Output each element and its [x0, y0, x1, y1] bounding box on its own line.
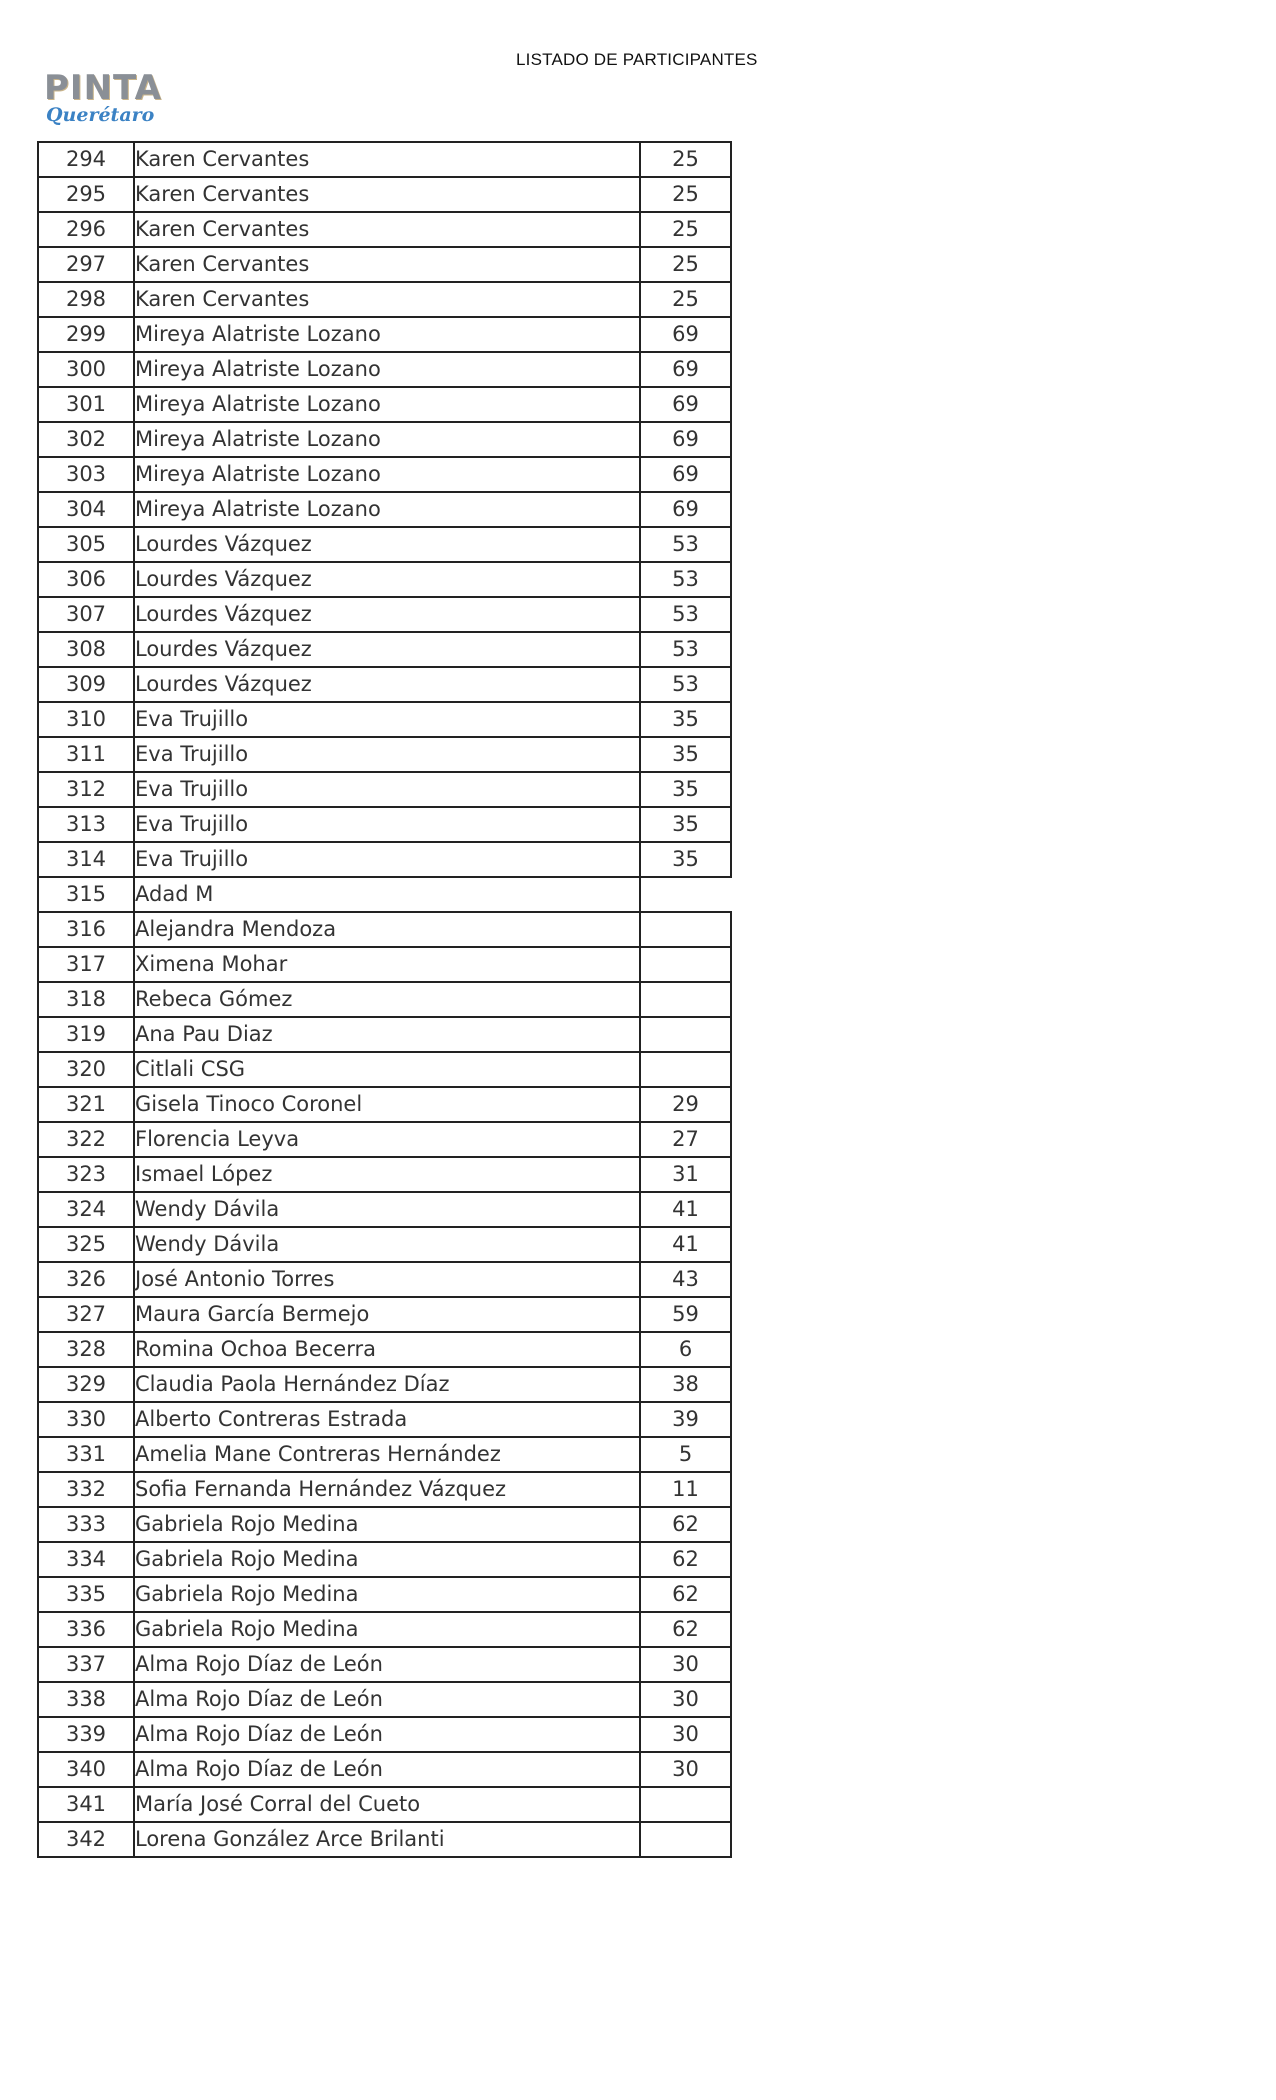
- table-row: [38, 1612, 731, 1647]
- participant-name: Gabriela Rojo Medina: [134, 1577, 640, 1612]
- participant-value: 53: [640, 667, 731, 702]
- row-number: 337: [38, 1647, 134, 1682]
- table-row: [38, 317, 731, 352]
- row-number: 334: [38, 1542, 134, 1577]
- row-number: 294: [38, 142, 134, 177]
- participant-value: [640, 877, 731, 912]
- row-number: 308: [38, 632, 134, 667]
- participant-name: Karen Cervantes: [134, 247, 640, 282]
- table-row: [38, 1332, 731, 1367]
- participant-value: 30: [640, 1682, 731, 1717]
- participant-name: Ximena Mohar: [134, 947, 640, 982]
- table-row: [38, 667, 731, 702]
- table-row: [38, 597, 731, 632]
- table-row: [38, 807, 731, 842]
- participant-value: 25: [640, 177, 731, 212]
- table-row: [38, 212, 731, 247]
- participant-name: Eva Trujillo: [134, 702, 640, 737]
- participant-name: Amelia Mane Contreras Hernández: [134, 1437, 640, 1472]
- row-number: 310: [38, 702, 134, 737]
- row-number: 307: [38, 597, 134, 632]
- participant-value: [640, 947, 731, 982]
- participant-value: 53: [640, 527, 731, 562]
- table-row: [38, 632, 731, 667]
- table-row: [38, 1367, 731, 1402]
- row-number: 332: [38, 1472, 134, 1507]
- row-number: 304: [38, 492, 134, 527]
- participant-name: Sofia Fernanda Hernández Vázquez: [134, 1472, 640, 1507]
- participant-name: Ismael López: [134, 1157, 640, 1192]
- row-number: 299: [38, 317, 134, 352]
- participant-value: [640, 982, 731, 1017]
- participant-value: 69: [640, 352, 731, 387]
- table-row: [38, 492, 731, 527]
- table-row: [38, 1262, 731, 1297]
- participant-value: [640, 1052, 731, 1087]
- table-row: [38, 1542, 731, 1577]
- participant-value: 25: [640, 282, 731, 317]
- table-row: [38, 1087, 731, 1122]
- row-number: 320: [38, 1052, 134, 1087]
- participant-value: 30: [640, 1647, 731, 1682]
- row-number: 319: [38, 1017, 134, 1052]
- participant-value: 39: [640, 1402, 731, 1437]
- participants-table: [37, 141, 732, 1858]
- participant-name: Gisela Tinoco Coronel: [134, 1087, 640, 1122]
- table-row: [38, 177, 731, 212]
- participant-name: Lourdes Vázquez: [134, 562, 640, 597]
- participant-name: Citlali CSG: [134, 1052, 640, 1087]
- row-number: 328: [38, 1332, 134, 1367]
- participant-name: José Antonio Torres: [134, 1262, 640, 1297]
- row-number: 324: [38, 1192, 134, 1227]
- participant-name: Maura García Bermejo: [134, 1297, 640, 1332]
- row-number: 318: [38, 982, 134, 1017]
- participant-name: Gabriela Rojo Medina: [134, 1612, 640, 1647]
- participant-name: Alma Rojo Díaz de León: [134, 1647, 640, 1682]
- row-number: 302: [38, 422, 134, 457]
- participant-name: Florencia Leyva: [134, 1122, 640, 1157]
- participant-name: Karen Cervantes: [134, 282, 640, 317]
- table-row: [38, 947, 731, 982]
- participant-value: 25: [640, 212, 731, 247]
- participant-value: 35: [640, 842, 731, 877]
- participant-value: [640, 1822, 731, 1857]
- participant-name: Eva Trujillo: [134, 807, 640, 842]
- row-number: 306: [38, 562, 134, 597]
- participant-name: Lourdes Vázquez: [134, 527, 640, 562]
- table-row: [38, 737, 731, 772]
- participant-name: Alma Rojo Díaz de León: [134, 1717, 640, 1752]
- table-row: [38, 1157, 731, 1192]
- participant-value: 38: [640, 1367, 731, 1402]
- row-number: 311: [38, 737, 134, 772]
- table-row: [38, 1682, 731, 1717]
- participant-value: [640, 1017, 731, 1052]
- participant-value: 53: [640, 562, 731, 597]
- participant-value: 35: [640, 737, 731, 772]
- participant-name: Eva Trujillo: [134, 737, 640, 772]
- row-number: 333: [38, 1507, 134, 1542]
- row-number: 303: [38, 457, 134, 492]
- table-row: [38, 1297, 731, 1332]
- row-number: 301: [38, 387, 134, 422]
- participant-value: 11: [640, 1472, 731, 1507]
- table-row: [38, 702, 731, 737]
- participant-value: 29: [640, 1087, 731, 1122]
- row-number: 341: [38, 1787, 134, 1822]
- participant-name: Mireya Alatriste Lozano: [134, 422, 640, 457]
- table-row: [38, 912, 731, 947]
- participant-value: 5: [640, 1437, 731, 1472]
- participant-name: Gabriela Rojo Medina: [134, 1507, 640, 1542]
- row-number: 296: [38, 212, 134, 247]
- row-number: 315: [38, 877, 134, 912]
- table-row: [38, 142, 731, 177]
- row-number: 312: [38, 772, 134, 807]
- table-row: [38, 1052, 731, 1087]
- participant-name: Ana Pau Diaz: [134, 1017, 640, 1052]
- participant-value: 35: [640, 702, 731, 737]
- participant-name: Wendy Dávila: [134, 1227, 640, 1262]
- row-number: 295: [38, 177, 134, 212]
- row-number: 300: [38, 352, 134, 387]
- participant-value: 69: [640, 317, 731, 352]
- row-number: 298: [38, 282, 134, 317]
- participant-name: Alma Rojo Díaz de León: [134, 1752, 640, 1787]
- participant-value: 25: [640, 142, 731, 177]
- table-row: [38, 982, 731, 1017]
- participant-name: María José Corral del Cueto: [134, 1787, 640, 1822]
- row-number: 325: [38, 1227, 134, 1262]
- participant-value: 31: [640, 1157, 731, 1192]
- pinta-queretaro-logo: [40, 40, 162, 130]
- row-number: 340: [38, 1752, 134, 1787]
- participant-value: 69: [640, 492, 731, 527]
- participant-name: Karen Cervantes: [134, 142, 640, 177]
- row-number: 327: [38, 1297, 134, 1332]
- participant-name: Alejandra Mendoza: [134, 912, 640, 947]
- participant-name: Lorena González Arce Brilanti: [134, 1822, 640, 1857]
- table-row: [38, 1192, 731, 1227]
- table-row: [38, 282, 731, 317]
- participant-value: 62: [640, 1612, 731, 1647]
- row-number: 317: [38, 947, 134, 982]
- row-number: 323: [38, 1157, 134, 1192]
- table-row: [38, 1472, 731, 1507]
- participant-value: 30: [640, 1752, 731, 1787]
- table-row: [38, 422, 731, 457]
- table-row: [38, 1577, 731, 1612]
- participant-name: Gabriela Rojo Medina: [134, 1542, 640, 1577]
- logo-text-queretaro: Querétaro: [46, 104, 155, 126]
- row-number: 330: [38, 1402, 134, 1437]
- row-number: 309: [38, 667, 134, 702]
- participant-name: Eva Trujillo: [134, 842, 640, 877]
- participant-name: Mireya Alatriste Lozano: [134, 492, 640, 527]
- table-row: [38, 1717, 731, 1752]
- table-row: [38, 877, 731, 912]
- participant-value: 59: [640, 1297, 731, 1332]
- participant-name: Eva Trujillo: [134, 772, 640, 807]
- participant-name: Mireya Alatriste Lozano: [134, 317, 640, 352]
- participant-value: 53: [640, 632, 731, 667]
- row-number: 305: [38, 527, 134, 562]
- participant-value: 35: [640, 807, 731, 842]
- participant-value: 43: [640, 1262, 731, 1297]
- participant-name: Karen Cervantes: [134, 212, 640, 247]
- table-row: [38, 1437, 731, 1472]
- participant-value: [640, 1787, 731, 1822]
- row-number: 342: [38, 1822, 134, 1857]
- participant-value: 30: [640, 1717, 731, 1752]
- row-number: 336: [38, 1612, 134, 1647]
- table-row: [38, 1647, 731, 1682]
- row-number: 297: [38, 247, 134, 282]
- table-row: [38, 1017, 731, 1052]
- participant-name: Alberto Contreras Estrada: [134, 1402, 640, 1437]
- participant-name: Mireya Alatriste Lozano: [134, 457, 640, 492]
- participant-value: 53: [640, 597, 731, 632]
- participant-value: 62: [640, 1542, 731, 1577]
- logo-text-pinta: PINTA: [44, 68, 162, 108]
- row-number: 322: [38, 1122, 134, 1157]
- participant-name: Karen Cervantes: [134, 177, 640, 212]
- participant-name: Wendy Dávila: [134, 1192, 640, 1227]
- table-row: [38, 1822, 731, 1857]
- table-row: [38, 247, 731, 282]
- participant-value: 25: [640, 247, 731, 282]
- participant-name: Lourdes Vázquez: [134, 597, 640, 632]
- participant-value: 6: [640, 1332, 731, 1367]
- row-number: 313: [38, 807, 134, 842]
- participant-name: Rebeca Gómez: [134, 982, 640, 1017]
- participant-name: Lourdes Vázquez: [134, 632, 640, 667]
- participant-name: Mireya Alatriste Lozano: [134, 387, 640, 422]
- table-row: [38, 772, 731, 807]
- participant-name: Alma Rojo Díaz de León: [134, 1682, 640, 1717]
- participant-value: 69: [640, 387, 731, 422]
- participant-value: 35: [640, 772, 731, 807]
- table-row: [38, 1507, 731, 1542]
- table-row: [38, 1227, 731, 1262]
- row-number: 316: [38, 912, 134, 947]
- participant-name: Romina Ochoa Becerra: [134, 1332, 640, 1367]
- table-row: [38, 1122, 731, 1157]
- participant-name: Adad M: [134, 877, 640, 912]
- row-number: 329: [38, 1367, 134, 1402]
- table-row: [38, 527, 731, 562]
- table-row: [38, 457, 731, 492]
- participant-value: 62: [640, 1577, 731, 1612]
- participant-value: 62: [640, 1507, 731, 1542]
- row-number: 321: [38, 1087, 134, 1122]
- table-row: [38, 1402, 731, 1437]
- table-row: [38, 387, 731, 422]
- table-row: [38, 842, 731, 877]
- table-row: [38, 352, 731, 387]
- page-title: LISTADO DE PARTICIPANTES: [516, 50, 758, 69]
- participant-value: 41: [640, 1192, 731, 1227]
- participant-value: 27: [640, 1122, 731, 1157]
- row-number: 314: [38, 842, 134, 877]
- table-row: [38, 562, 731, 597]
- table-row: [38, 1752, 731, 1787]
- row-number: 339: [38, 1717, 134, 1752]
- participant-value: 69: [640, 457, 731, 492]
- participant-value: 69: [640, 422, 731, 457]
- participant-name: Claudia Paola Hernández Díaz: [134, 1367, 640, 1402]
- row-number: 338: [38, 1682, 134, 1717]
- participant-name: Mireya Alatriste Lozano: [134, 352, 640, 387]
- row-number: 326: [38, 1262, 134, 1297]
- participant-value: 41: [640, 1227, 731, 1262]
- participant-name: Lourdes Vázquez: [134, 667, 640, 702]
- table-row: [38, 1787, 731, 1822]
- participant-value: [640, 912, 731, 947]
- row-number: 335: [38, 1577, 134, 1612]
- row-number: 331: [38, 1437, 134, 1472]
